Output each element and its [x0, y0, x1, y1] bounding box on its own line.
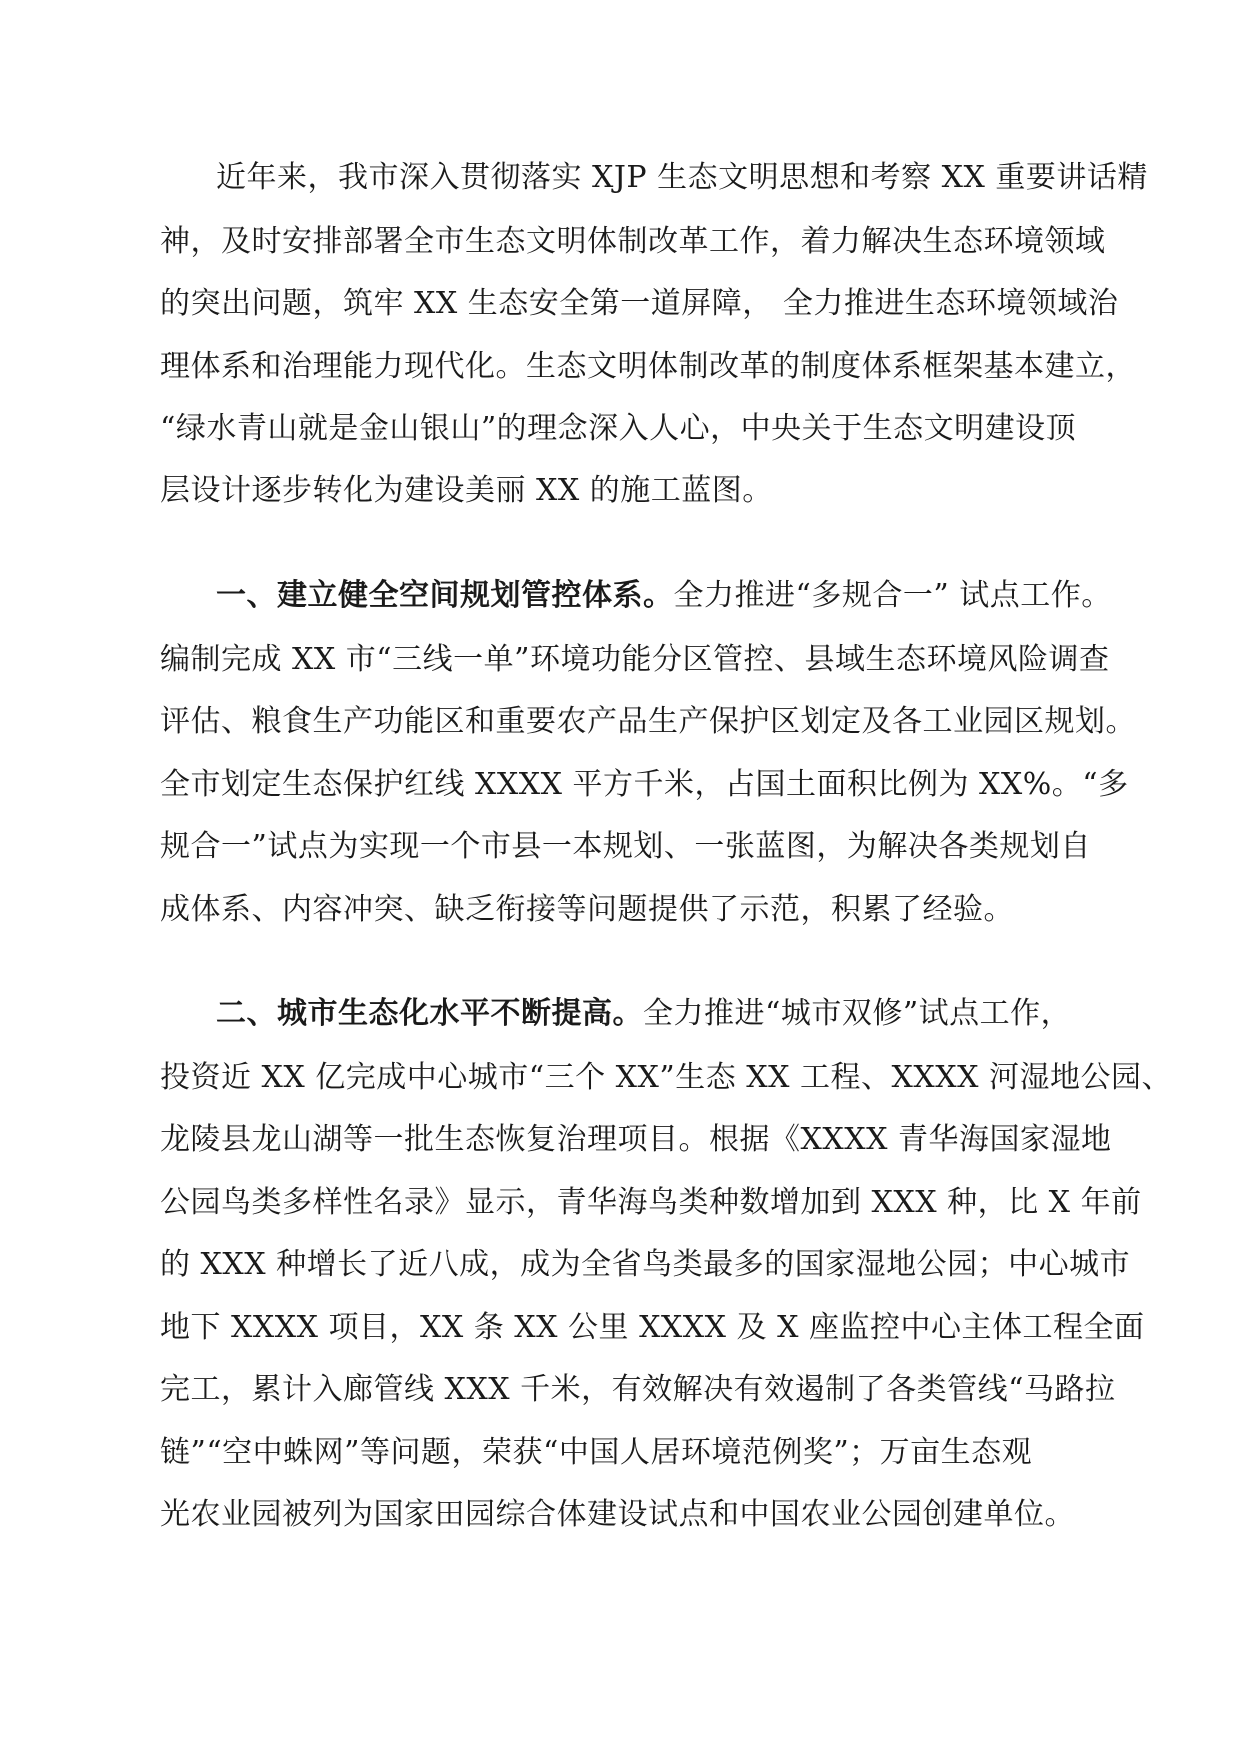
paragraph-2-line-4: 全市划定生态保护红线 XXXX 平方千米，占国土面积比例为 XX%。“多 — [160, 767, 1129, 802]
paragraph-3-first-line-rest: 全力推进“城市双修”试点工作， — [643, 996, 1072, 1031]
paragraph-2-first-line-rest: 全力推进“多规合一” 试点工作。 — [673, 578, 1112, 613]
paragraph-3-line-8: 链”“空中蛛网”等问题，荣获“中国人居环境范例奖”；万亩生态观 — [160, 1435, 1033, 1470]
paragraph-3-line-7: 完工，累计入廊管线 XXX 千米，有效解决有效遏制了各类管线“马路拉 — [160, 1372, 1116, 1407]
paragraph-2-line-6: 成体系、内容冲突、缺乏衔接等问题提供了示范，积累了经验。 — [160, 892, 1014, 927]
paragraph-3-line-9: 光农业园被列为国家田园综合体建设试点和中国农业公园创建单位。 — [160, 1497, 1075, 1532]
paragraph-3-line-5: 的 XXX 种增长了近八成，成为全省鸟类最多的国家湿地公园；中心城市 — [160, 1247, 1131, 1282]
section-heading-2: 二、城市生态化水平不断提高。 — [216, 996, 643, 1031]
paragraph-1-line-6: 层设计逐步转化为建设美丽 XX 的施工蓝图。 — [160, 473, 773, 508]
paragraph-2-line-3: 评估、粮食生产功能区和重要农产品生产保护区划定及各工业园区规划。 — [160, 704, 1136, 739]
paragraph-1-line-4: 理体系和治理能力现代化。生态文明体制改革的制度体系框架基本建立， — [160, 349, 1136, 384]
paragraph-3-line-4: 公园鸟类多样性名录》显示，青华海鸟类种数增加到 XXX 种，比 X 年前 — [160, 1185, 1142, 1220]
paragraph-3-first-line — [216, 994, 1071, 1034]
section-heading-1: 一、建立健全空间规划管控体系。 — [216, 578, 674, 613]
paragraph-1-line-5: “绿水青山就是金山银山”的理念深入人心，中央关于生态文明建设顶 — [160, 411, 1077, 446]
paragraph-1-line-3: 的突出问题，筑牢 XX 生态安全第一道屏障， 全力推进生态环境领域治 — [160, 286, 1119, 321]
paragraph-2-line-5: 规合一”试点为实现一个市县一本规划、一张蓝图，为解决各类规划自 — [160, 829, 1091, 864]
paragraph-2-first-line — [216, 576, 1112, 616]
paragraph-1-line-1: 近年来，我市深入贯彻落实 XJP 生态文明思想和考察 XX 重要讲话精 — [216, 160, 1148, 195]
paragraph-1-line-2: 神，及时安排部署全市生态文明体制改革工作，着力解决生态环境领域 — [160, 224, 1106, 259]
paragraph-3-line-3: 龙陵县龙山湖等一批生态恢复治理项目。根据《XXXX 青华海国家湿地 — [160, 1122, 1112, 1157]
paragraph-3-line-6: 地下 XXXX 项目，XX 条 XX 公里 XXXX 及 X 座监控中心主体工程全面 — [160, 1310, 1145, 1345]
paragraph-3-line-2: 投资近 XX 亿完成中心城市“三个 XX”生态 XX 工程、XXXX 河湿地公园、 — [160, 1060, 1172, 1095]
paragraph-2-line-2: 编制完成 XX 市“三线一单”环境功能分区管控、县域生态环境风险调查 — [160, 642, 1110, 677]
